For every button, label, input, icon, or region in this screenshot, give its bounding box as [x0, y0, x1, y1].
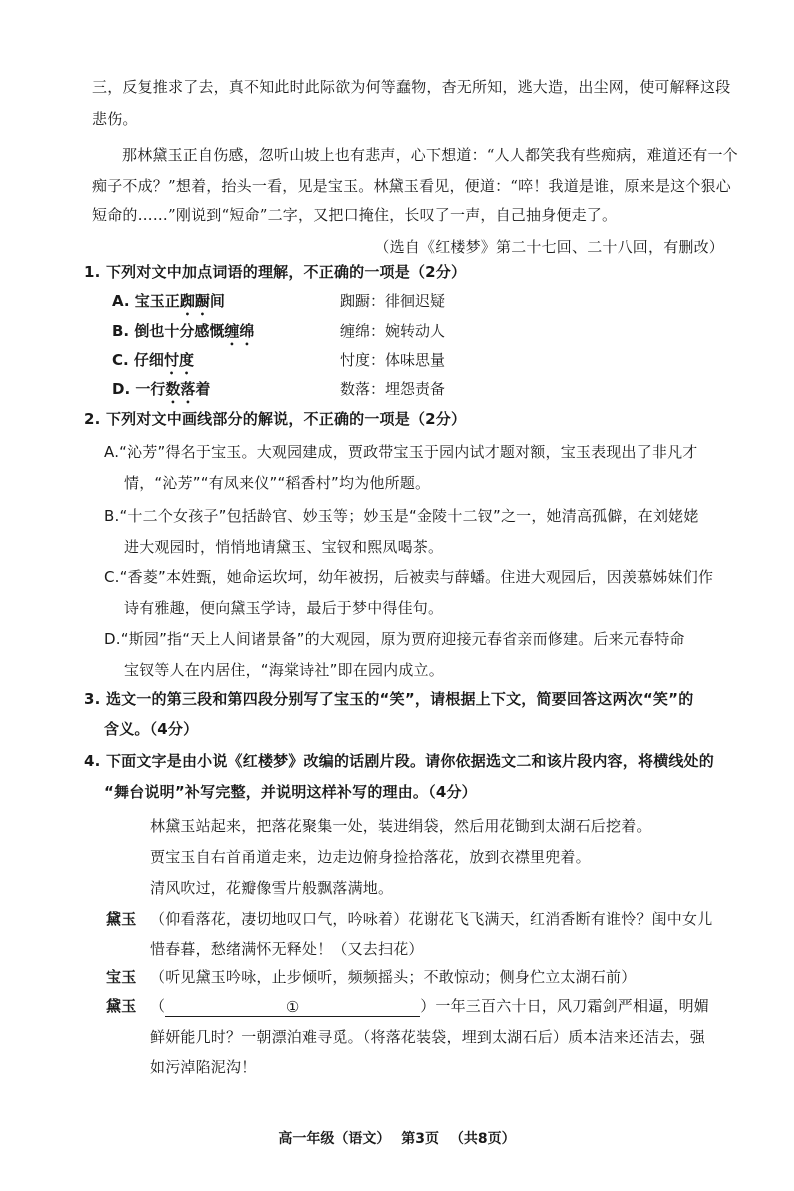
stage-direction-2: 贾宝玉自右首甬道走来，边走边俯身捡拾落花，放到衣襟里兜着。 [150, 848, 591, 866]
stage-direction-3: 清风吹过，花瓣像雪片般飘落满地。 [150, 879, 394, 897]
daiyu-line-1b: 惜春暮，愁绪满怀无释处！（又去扫花） [150, 940, 424, 958]
q2-option-b-line-2: 进大观园时，悄悄地请黛玉、宝钗和熙凤喝茶。 [124, 538, 444, 556]
passage-source: （选自《红楼梦》第二十七回、二十八回，有删改） [374, 238, 724, 256]
footer-grade: 高一年级（语文） [278, 1131, 391, 1147]
passage-line-1: 三，反复推求了去，真不知此时此际欲为何等蠢物，杳无所知，逃大造，出尘网，使可解释这段 [92, 78, 731, 96]
speaker-baoyu: 宝玉 [106, 968, 137, 986]
passage-line-2: 悲伤。 [92, 110, 138, 128]
passage-line-4: 痴子不成？”想着，抬头一看，见是宝玉。林黛玉看见，便道：“啐！我道是谁，原来是这个狠心 [92, 177, 731, 195]
q4-line-2: “舞台说明”补写完整，并说明这样补写的理由。（4分） [104, 783, 477, 801]
q1-option-a: A. 宝玉正踟蹰间 [112, 292, 225, 310]
daiyu-line-2a: （ ① ）一年三百六十日，风刀霜剑严相逼，明媚 [150, 997, 710, 1016]
q1-option-b: B. 倒也十分感慨缠绵 [112, 322, 255, 340]
daiyu-line-1a: （仰看落花，凄切地叹口气，吟咏着）花谢花飞飞满天，红消香断有谁怜？闺中女儿 [150, 910, 713, 928]
daiyu-line-2b: 鲜妍能几时？一朝漂泊难寻觅。（将落花装袋，埋到太湖石后）质本洁来还洁去，强 [150, 1028, 705, 1046]
daiyu-line-2c: 如污淖陷泥沟！ [150, 1058, 257, 1076]
q2-stem: 2. 下列对文中画线部分的解说，不正确的一项是（2分） [84, 410, 467, 428]
q2-option-a-line-1: A.“沁芳”得名于宝玉。大观园建成，贾政带宝玉于园内试才题对额，宝玉表现出了非凡才 [104, 443, 698, 461]
q1-option-d-gloss: 数落：埋怨责备 [340, 380, 446, 398]
q3-line-1: 3. 选文一的第三段和第四段分别写了宝玉的“笑”，请根据上下文，简要回答这两次“笑”的 [84, 690, 694, 708]
page-footer [0, 1128, 794, 1148]
passage-line-5: 短命的……”刚说到“短命”二字，又把口掩住，长叹了一声，自己抽身便走了。 [92, 206, 618, 224]
answer-blank-1[interactable]: ① [165, 996, 420, 1017]
speaker-daiyu-1: 黛玉 [106, 910, 137, 928]
q2-option-d-line-1: D.“斯园”指“天上人间诸景备”的大观园，原为贾府迎接元春省亲而修建。后来元春特命 [104, 630, 685, 648]
q2-option-c-line-2: 诗有雅趣，便向黛玉学诗，最后于梦中得佳句。 [124, 599, 444, 617]
q2-option-b-line-1: B.“十二个女孩子”包括龄官、妙玉等；妙玉是“金陵十二钗”之一，她清高孤僻，在刘姥姥 [104, 507, 699, 525]
stage-direction-1: 林黛玉站起来，把落花聚集一处，装进绢袋，然后用花锄到太湖石后挖着。 [150, 817, 652, 835]
q2-option-d-line-2: 宝钗等人在内居住，“海棠诗社”即在园内成立。 [124, 661, 444, 679]
q2-option-a-line-2: 情，“沁芳”“有凤来仪”“稻香村”均为他所题。 [124, 474, 431, 492]
q1-option-a-gloss: 踟蹰：徘徊迟疑 [340, 292, 446, 310]
footer-total: （共8页） [449, 1131, 516, 1147]
q3-line-2: 含义。（4分） [104, 720, 199, 738]
footer-page: 第3页 [401, 1131, 439, 1147]
passage-line-3: 那林黛玉正自伤感，忽听山坡上也有悲声，心下想道：“人人都笑我有些痴病，难道还有一个 [122, 146, 738, 164]
q1-stem: 1. 下列对文中加点词语的理解，不正确的一项是（2分） [84, 263, 467, 281]
q1-option-d: D. 一行数落着 [112, 380, 211, 398]
q1-option-c: C. 仔细忖度 [112, 351, 194, 369]
q1-option-b-gloss: 缠绵：婉转动人 [340, 322, 446, 340]
speaker-daiyu-2: 黛玉 [106, 997, 137, 1015]
q2-option-c-line-1: C.“香菱”本姓甄，她命运坎坷，幼年被拐，后被卖与薛蟠。住进大观园后，因羡慕姊妹们作 [104, 568, 714, 586]
baoyu-line: （听见黛玉吟咏，止步倾听，频频摇头；不敢惊动；侧身伫立太湖石前） [150, 968, 637, 986]
q4-line-1: 4. 下面文字是由小说《红楼梦》改编的话剧片段。请你依据选文二和该片段内容，将横线处的 [84, 752, 714, 770]
q1-option-c-gloss: 忖度：体味思量 [340, 351, 446, 369]
